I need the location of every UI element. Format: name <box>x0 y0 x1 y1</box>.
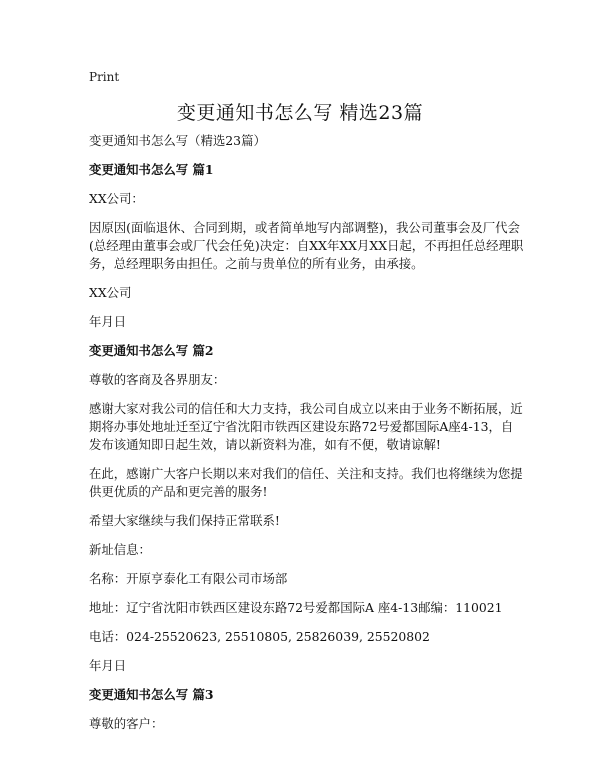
section-2-paragraph-3: 希望大家继续与我们保持正常联系! <box>89 513 280 528</box>
section-2-address-line: 地址：辽宁省沈阳市铁西区建设东路72号爱都国际A 座4-13邮编：110021 <box>89 600 503 615</box>
section-2-new-address-label: 新址信息： <box>89 542 151 557</box>
section-1-signature: XX公司 <box>89 285 132 300</box>
section-2-phone-line: 电话：024-25520623, 25510805, 25826039, 25520802 <box>89 629 430 644</box>
page-title: 变更通知书怎么写 精选23篇 <box>176 102 424 124</box>
section-2-heading: 变更通知书怎么写 篇2 <box>89 343 214 358</box>
section-3-heading: 变更通知书怎么写 篇3 <box>89 687 214 702</box>
section-1-heading: 变更通知书怎么写 篇1 <box>89 162 214 177</box>
section-3-salutation: 尊敬的客户： <box>89 716 164 731</box>
section-2-salutation: 尊敬的客商及各界朋友： <box>89 372 226 387</box>
section-2-paragraph-2: 在此，感谢广大客户长期以来对我们的信任、关注和支持。我们也将继续为您提供更优质的产品和更完善的服务! <box>89 466 523 499</box>
document-body <box>89 132 525 744</box>
subtitle: 变更通知书怎么写（精选23篇） <box>89 133 266 148</box>
section-1-body: 因原因(面临退休、合同到期，或者简单地写内部调整)，我公司董事会及厂代会(总经理由董事会或厂代会任免)决定：自XX年XX月XX日起，不再担任总经理职务，总经理职务由担任。之前与贵单位的所有业务，由承接。 <box>89 220 524 271</box>
print-link[interactable]: Print <box>89 70 120 84</box>
section-2-name-line: 名称：开原亨泰化工有限公司市场部 <box>89 571 288 586</box>
section-1-salutation: XX公司： <box>89 191 144 206</box>
section-2-paragraph-1: 感谢大家对我公司的信任和大力支持，我公司自成立以来由于业务不断拓展，近期将办事处地址迁至辽宁省沈阳市铁西区建设东路72号爱都国际A座4-13，自发布该通知即日起生效，请以新资料为准，如有不便，敬请谅解! <box>89 401 523 452</box>
section-1-date: 年月日 <box>89 314 127 329</box>
section-2-date: 年月日 <box>89 658 127 673</box>
